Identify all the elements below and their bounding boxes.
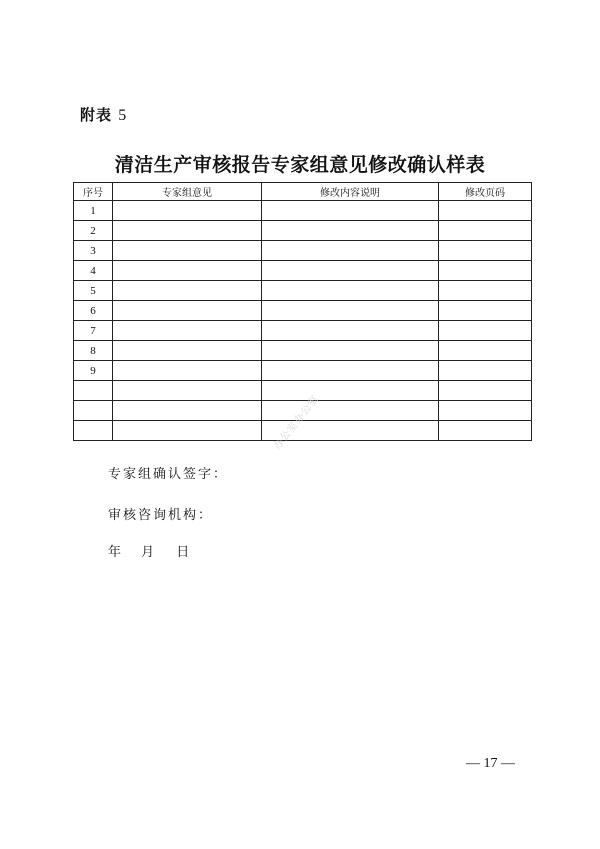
table-row	[74, 221, 532, 241]
cell-seq	[74, 421, 113, 441]
header-page-number: 修改页码	[439, 183, 532, 201]
cell-page-number	[439, 261, 532, 281]
date-day: 日	[176, 545, 192, 560]
cell-modification-desc	[262, 281, 439, 301]
cell-page-number	[439, 201, 532, 221]
cell-seq	[74, 381, 113, 401]
cell-seq: 3	[74, 241, 113, 261]
cell-modification-desc	[262, 261, 439, 281]
expert-confirm-signature: 专家组确认签字：	[108, 467, 229, 482]
header-seq: 序号	[74, 183, 113, 201]
cell-modification-desc	[262, 361, 439, 381]
cell-modification-desc	[262, 321, 439, 341]
cell-page-number	[439, 321, 532, 341]
cell-modification-desc	[262, 341, 439, 361]
cell-page-number	[439, 241, 532, 261]
cell-seq: 2	[74, 221, 113, 241]
cell-expert-opinion	[113, 301, 262, 321]
attachment-label-text: 附表	[80, 106, 113, 124]
cell-seq: 8	[74, 341, 113, 361]
header-modification-desc: 修改内容说明	[262, 183, 439, 201]
cell-page-number	[439, 421, 532, 441]
cell-expert-opinion	[113, 381, 262, 401]
cell-modification-desc	[262, 201, 439, 221]
cell-page-number	[439, 341, 532, 361]
date-year: 年	[108, 545, 124, 560]
cell-expert-opinion	[113, 281, 262, 301]
page-number: — 17 —	[466, 756, 515, 771]
cell-seq: 4	[74, 261, 113, 281]
cell-page-number	[439, 301, 532, 321]
cell-expert-opinion	[113, 341, 262, 361]
table-row	[74, 341, 532, 361]
cell-seq: 7	[74, 321, 113, 341]
table-row	[74, 301, 532, 321]
cell-expert-opinion	[113, 361, 262, 381]
table-row	[74, 281, 532, 301]
cell-page-number	[439, 281, 532, 301]
cell-expert-opinion	[113, 241, 262, 261]
date-line	[108, 541, 191, 560]
date-month: 月	[141, 545, 157, 560]
cell-page-number	[439, 361, 532, 381]
cell-expert-opinion	[113, 421, 262, 441]
attachment-label	[80, 104, 127, 125]
cell-expert-opinion	[113, 201, 262, 221]
table-row	[74, 201, 532, 221]
cell-page-number	[439, 221, 532, 241]
cell-page-number	[439, 401, 532, 421]
cell-expert-opinion	[113, 261, 262, 281]
cell-expert-opinion	[113, 401, 262, 421]
cell-modification-desc	[262, 221, 439, 241]
cell-page-number	[439, 381, 532, 401]
table-header-row	[74, 183, 532, 201]
watermark: 办公室办公室	[271, 393, 322, 453]
cell-expert-opinion	[113, 321, 262, 341]
table-row	[74, 361, 532, 381]
cell-seq: 1	[74, 201, 113, 221]
table-row	[74, 241, 532, 261]
cell-seq: 9	[74, 361, 113, 381]
consult-organization: 审核咨询机构：	[108, 508, 214, 523]
cell-seq	[74, 401, 113, 421]
cell-seq: 5	[74, 281, 113, 301]
table-row	[74, 321, 532, 341]
attachment-number: 5	[118, 107, 128, 124]
table-row	[74, 261, 532, 281]
cell-seq: 6	[74, 301, 113, 321]
page-title: 清洁生产审核报告专家组意见修改确认样表	[114, 154, 486, 176]
cell-modification-desc	[262, 301, 439, 321]
cell-expert-opinion	[113, 221, 262, 241]
cell-modification-desc	[262, 381, 439, 401]
header-expert-opinion: 专家组意见	[113, 183, 262, 201]
cell-modification-desc	[262, 241, 439, 261]
